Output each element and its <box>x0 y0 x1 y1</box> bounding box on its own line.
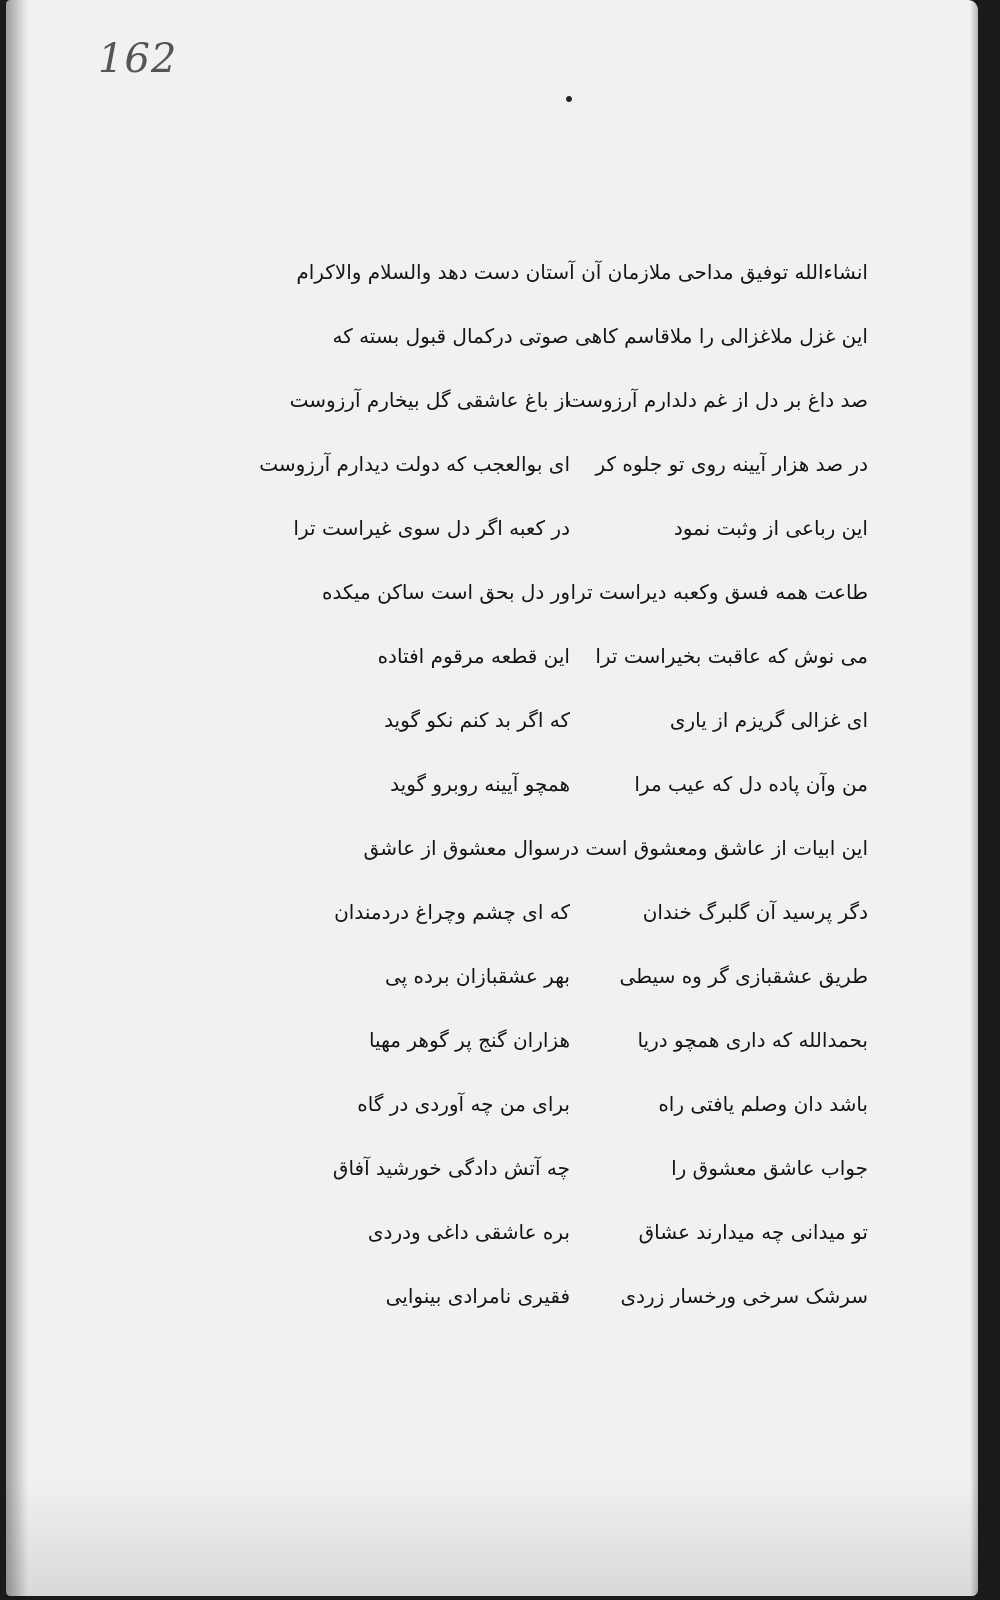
verse-line <box>308 752 868 816</box>
verse-line <box>308 1008 868 1072</box>
hemistich-right: دگر پرسید آن گلبرگ خندان <box>642 900 868 924</box>
prose-line: این غزل ملاغزالی را ملاقاسم کاهی صوتی درکمال قبول بسته که <box>332 324 868 348</box>
hemistich-right: طریق عشقبازی گر وه سیطی <box>619 964 868 988</box>
hemistich-left: فقیری نامرادی بینوایی <box>385 1284 570 1308</box>
manuscript-text <box>259 240 868 1328</box>
hemistich-left: که اگر بد کنم نکو گوید <box>384 708 570 732</box>
hemistich-left: از باغ عاشقی گل بیخارم آرزوست <box>289 388 570 412</box>
verse-line <box>289 368 868 432</box>
hemistich-right: سرشک سرخی ورخسار زردی <box>620 1284 868 1308</box>
verse-line <box>308 880 868 944</box>
hemistich-left: بره عاشقی داغی ودردی <box>367 1220 570 1244</box>
hemistich-right: بحمدالله که داری همچو دریا <box>637 1028 868 1052</box>
page-shade <box>6 1476 978 1596</box>
hemistich-right: طاعت همه فسق وکعبه دیراست ترا <box>570 580 868 604</box>
hemistich-left: ور دل بحق است ساکن میکده <box>321 580 570 604</box>
verse-line <box>308 1264 868 1328</box>
verse-line <box>308 624 868 688</box>
hemistich-right: می نوش که عاقبت بخیراست ترا <box>595 644 868 668</box>
manuscript-page <box>6 0 978 1596</box>
hemistich-left: بهر عشقبازان برده پی <box>384 964 570 988</box>
hemistich-left: در کعبه اگر دل سوی غیراست ترا <box>293 516 570 540</box>
binding-shadow <box>6 0 28 1596</box>
hemistich-left: چه آتش دادگی خورشید آفاق <box>332 1156 570 1180</box>
hemistich-left: همچو آیینه روبرو گوید <box>390 772 570 796</box>
verse-line <box>308 1200 868 1264</box>
verse-line <box>293 496 868 560</box>
prose-line: این ابیات از عاشق ومعشوق است درسوال معشوق از عاشق <box>363 836 868 860</box>
verse-line <box>308 560 868 624</box>
hemistich-left: که ای چشم وچراغ دردمندان <box>334 900 570 924</box>
verse-line <box>308 688 868 752</box>
ink-dot <box>566 96 572 102</box>
verse-line <box>308 944 868 1008</box>
hemistich-right: این رباعی از وثبت نمود <box>673 516 868 540</box>
hemistich-left: ای بوالعجب که دولت دیدارم آرزوست <box>259 452 570 476</box>
hemistich-left: برای من چه آوردی در گاه <box>357 1092 570 1116</box>
hemistich-right: صد داغ بر دل از غم دلدارم آرزوست <box>566 388 868 412</box>
prose-line: انشاءالله توفیق مداحی ملازمان آن آستان دست دهد والسلام والاکرام <box>296 260 868 284</box>
hemistich-right: در صد هزار آیینه روی تو جلوه کر <box>595 452 868 476</box>
hemistich-right: ای غزالی گریزم از یاری <box>669 708 868 732</box>
hemistich-right: جواب عاشق معشوق را <box>671 1156 868 1180</box>
hemistich-right: باشد دان وصلم یافتی راه <box>658 1092 868 1116</box>
hemistich-right: تو میدانی چه میدارند عشاق <box>638 1220 868 1244</box>
page-edge <box>970 0 978 1596</box>
verse-line <box>308 1072 868 1136</box>
hemistich-right: من وآن پاده دل که عیب مرا <box>634 772 868 796</box>
page-number: 162 <box>98 36 178 82</box>
hemistich-left: این قطعه مرقوم افتاده <box>377 644 570 668</box>
verse-line <box>308 1136 868 1200</box>
verse-line <box>259 432 868 496</box>
hemistich-left: هزاران گنج پر گوهر مهیا <box>368 1028 570 1052</box>
